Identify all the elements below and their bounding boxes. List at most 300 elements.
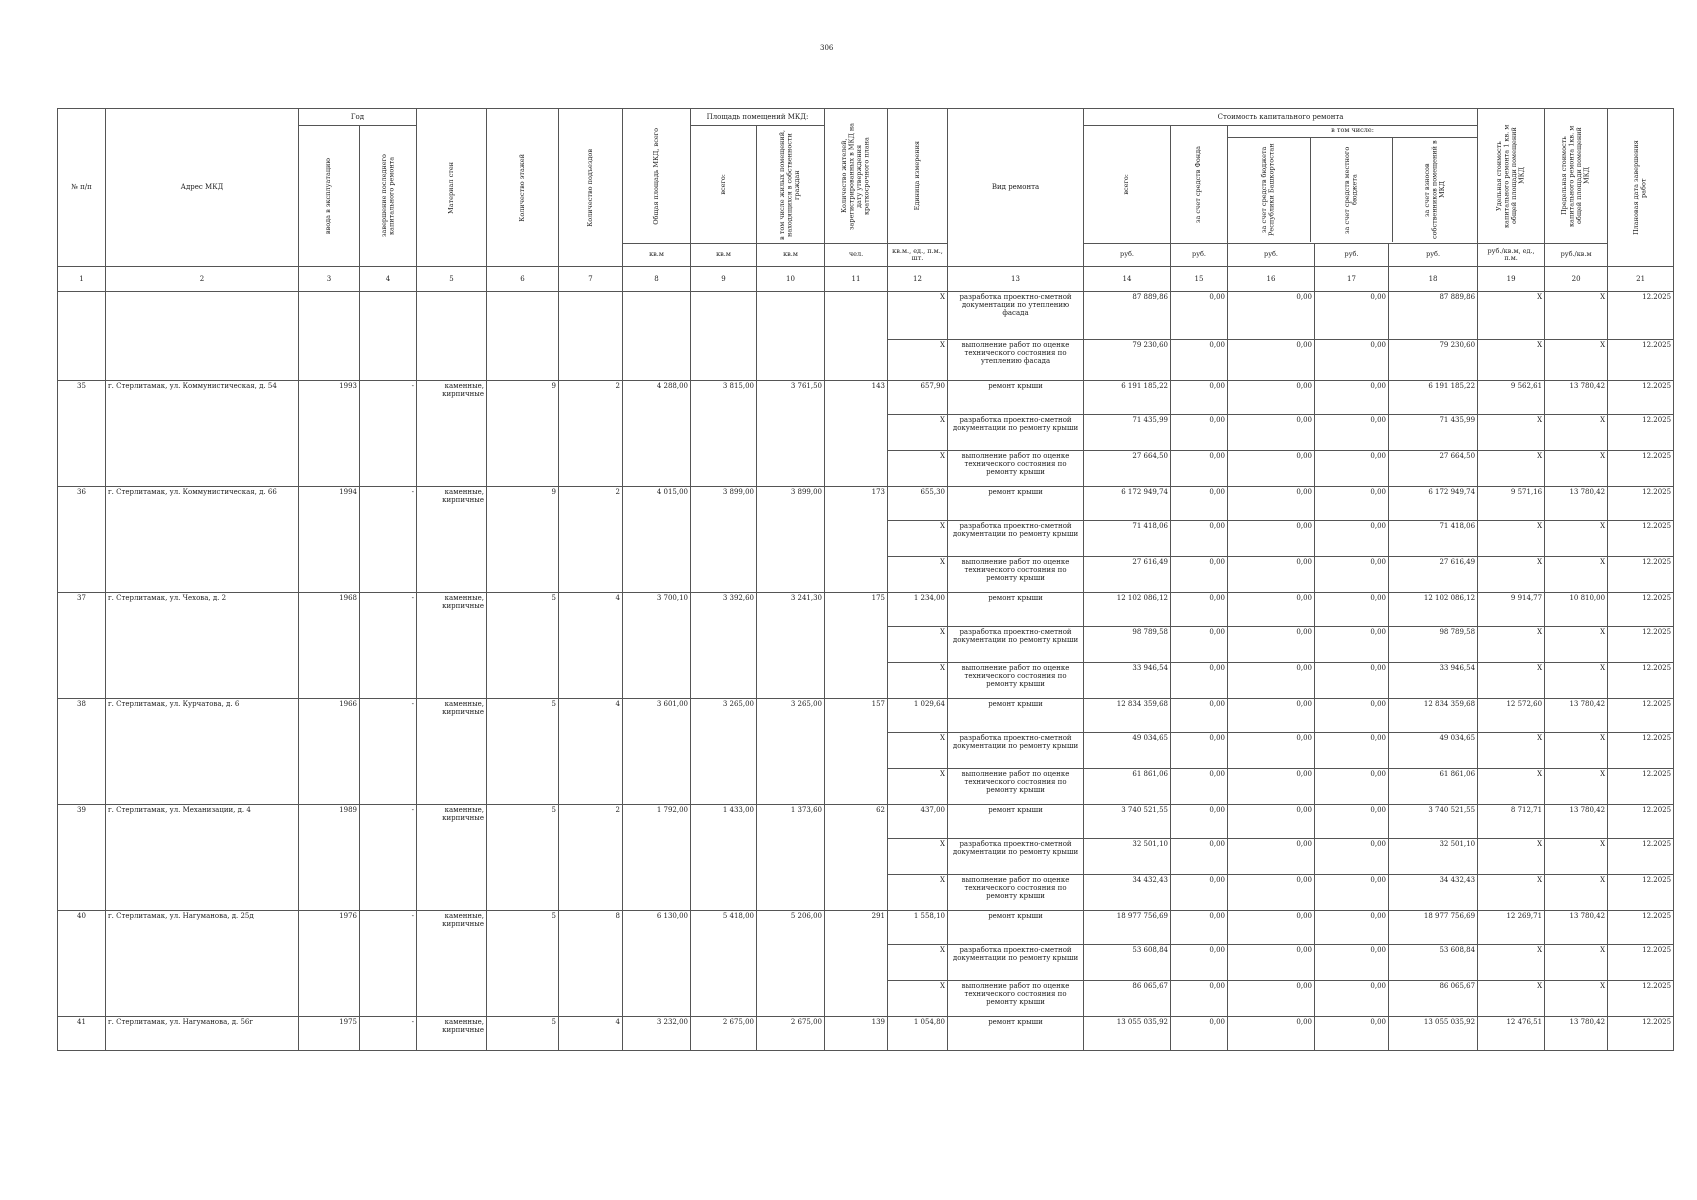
table-row xyxy=(58,699,1674,733)
cost-fund-cell: 0,00 xyxy=(1171,451,1228,487)
header-year-commission: ввода в эксплуатацию xyxy=(299,126,360,267)
max-cost-cell: X xyxy=(1545,627,1608,663)
end-date-cell: 12.2025 xyxy=(1608,875,1674,911)
header-year-group: Год xyxy=(299,109,417,126)
premises-total-cell: 1 433,00 xyxy=(691,805,757,911)
specific-cost-cell: X xyxy=(1478,875,1545,911)
empty-cell xyxy=(757,292,825,381)
cost-fund-cell: 0,00 xyxy=(1171,839,1228,875)
cost-owners-cell: 53 608,84 xyxy=(1389,945,1478,981)
cost-owners-cell: 86 065,67 xyxy=(1389,981,1478,1017)
premises-owned-cell: 5 206,00 xyxy=(757,911,825,1017)
unit-cell: X xyxy=(888,627,948,663)
repair-type-cell: ремонт крыши xyxy=(948,593,1084,627)
end-date-cell: 12.2025 xyxy=(1608,733,1674,769)
cost-total-cell: 34 432,43 xyxy=(1084,875,1171,911)
specific-cost-cell: X xyxy=(1478,557,1545,593)
cost-republic-cell: 0,00 xyxy=(1228,769,1315,805)
cost-republic-cell: 0,00 xyxy=(1228,340,1315,381)
col-number: 12 xyxy=(888,267,948,292)
premises-owned-cell: 3 761,50 xyxy=(757,381,825,487)
cost-local-cell: 0,00 xyxy=(1315,875,1389,911)
cost-fund-cell: 0,00 xyxy=(1171,521,1228,557)
unit-cell: X xyxy=(888,521,948,557)
premises-total-cell: 3 899,00 xyxy=(691,487,757,593)
cost-local-cell: 0,00 xyxy=(1315,593,1389,627)
floors-cell: 9 xyxy=(487,487,559,593)
cost-owners-cell: 27 664,50 xyxy=(1389,451,1478,487)
premises-owned-cell: 3 241,30 xyxy=(757,593,825,699)
cost-republic-cell: 0,00 xyxy=(1228,733,1315,769)
empty-cell xyxy=(360,292,417,381)
cost-republic-cell: 0,00 xyxy=(1228,292,1315,340)
cost-total-cell: 33 946,54 xyxy=(1084,663,1171,699)
table-row xyxy=(58,1017,1674,1051)
cost-total-cell: 32 501,10 xyxy=(1084,839,1171,875)
empty-cell xyxy=(299,292,360,381)
header-cost-local: за счет средств местного бюджета xyxy=(1311,138,1394,242)
wall-material-cell: каменные, кирпичные xyxy=(417,1017,487,1051)
cost-fund-cell: 0,00 xyxy=(1171,981,1228,1017)
end-date-cell: 12.2025 xyxy=(1608,627,1674,663)
col-number: 5 xyxy=(417,267,487,292)
year-last-repair-cell: - xyxy=(360,911,417,1017)
end-date-cell: 12.2025 xyxy=(1608,415,1674,451)
floors-cell: 5 xyxy=(487,1017,559,1051)
end-date-cell: 12.2025 xyxy=(1608,663,1674,699)
repair-type-cell: разработка проектно-сметной документации по утеплению фасада xyxy=(948,292,1084,340)
cost-total-cell: 86 065,67 xyxy=(1084,981,1171,1017)
specific-cost-cell: 12 572,60 xyxy=(1478,699,1545,733)
entrances-cell: 4 xyxy=(559,699,623,805)
cost-local-cell: 0,00 xyxy=(1315,451,1389,487)
cost-local-cell: 0,00 xyxy=(1315,292,1389,340)
specific-cost-cell: X xyxy=(1478,981,1545,1017)
premises-total-cell: 5 418,00 xyxy=(691,911,757,1017)
max-cost-cell: X xyxy=(1545,981,1608,1017)
entrances-cell: 8 xyxy=(559,911,623,1017)
table-body xyxy=(58,292,1674,1051)
premises-total-cell: 3 815,00 xyxy=(691,381,757,487)
header-cost-owners: за счет взносов собственников помещений в МКД xyxy=(1422,140,1446,240)
repair-type-cell: разработка проектно-сметной документации по ремонту крыши xyxy=(948,945,1084,981)
year-commission-cell: 1968 xyxy=(299,593,360,699)
cost-local-cell: 0,00 xyxy=(1315,981,1389,1017)
address-cell: г. Стерлитамак, ул. Нагуманова, д. 56г xyxy=(106,1017,299,1051)
end-date-cell: 12.2025 xyxy=(1608,521,1674,557)
unit-label: руб. xyxy=(1315,244,1389,267)
wall-material-cell: каменные, кирпичные xyxy=(417,487,487,593)
year-last-repair-cell: - xyxy=(360,487,417,593)
specific-cost-cell: X xyxy=(1478,292,1545,340)
specific-cost-cell: X xyxy=(1478,769,1545,805)
specific-cost-cell: X xyxy=(1478,839,1545,875)
col-number: 18 xyxy=(1389,267,1478,292)
header-cost-republic: за счет средств бюджета Республики Башкортостан xyxy=(1228,138,1311,242)
entrances-cell: 2 xyxy=(559,487,623,593)
end-date-cell: 12.2025 xyxy=(1608,945,1674,981)
cost-local-cell: 0,00 xyxy=(1315,699,1389,733)
premises-total-cell: 2 675,00 xyxy=(691,1017,757,1051)
max-cost-cell: X xyxy=(1545,875,1608,911)
empty-cell xyxy=(106,292,299,381)
year-last-repair-cell: - xyxy=(360,593,417,699)
specific-cost-cell: 12 476,51 xyxy=(1478,1017,1545,1051)
cost-republic-cell: 0,00 xyxy=(1228,945,1315,981)
end-date-cell: 12.2025 xyxy=(1608,839,1674,875)
floors-cell: 9 xyxy=(487,381,559,487)
unit-cell: X xyxy=(888,769,948,805)
max-cost-cell: 10 810,00 xyxy=(1545,593,1608,627)
residents-cell: 62 xyxy=(825,805,888,911)
cost-total-cell: 18 977 756,69 xyxy=(1084,911,1171,945)
table-row xyxy=(58,805,1674,839)
header-residents: Количество жителей, зарегистрированных в МКД на дату утверждения краткосрочного плана xyxy=(825,109,888,244)
cost-owners-cell: 34 432,43 xyxy=(1389,875,1478,911)
header-unit: Единица измерения xyxy=(888,109,948,244)
premises-total-cell: 3 265,00 xyxy=(691,699,757,805)
unit-cell: X xyxy=(888,415,948,451)
cost-total-cell: 61 861,06 xyxy=(1084,769,1171,805)
repair-type-cell: разработка проектно-сметной документации по ремонту крыши xyxy=(948,839,1084,875)
max-cost-cell: X xyxy=(1545,451,1608,487)
cost-republic-cell: 0,00 xyxy=(1228,805,1315,839)
unit-label: руб. xyxy=(1228,244,1315,267)
max-cost-cell: 13 780,42 xyxy=(1545,487,1608,521)
cost-local-cell: 0,00 xyxy=(1315,627,1389,663)
unit-cell: 1 234,00 xyxy=(888,593,948,627)
max-cost-cell: 13 780,42 xyxy=(1545,699,1608,733)
cost-owners-cell: 13 055 035,92 xyxy=(1389,1017,1478,1051)
cost-total-cell: 71 418,06 xyxy=(1084,521,1171,557)
unit-cell: X xyxy=(888,875,948,911)
header-cost-group: Стоимость капитального ремонта xyxy=(1084,109,1478,126)
specific-cost-cell: 9 914,77 xyxy=(1478,593,1545,627)
year-commission-cell: 1989 xyxy=(299,805,360,911)
premises-owned-cell: 1 373,60 xyxy=(757,805,825,911)
header-incl-block xyxy=(1228,126,1478,244)
col-number: 17 xyxy=(1315,267,1389,292)
end-date-cell: 12.2025 xyxy=(1608,1017,1674,1051)
end-date-cell: 12.2025 xyxy=(1608,981,1674,1017)
max-cost-cell: 13 780,42 xyxy=(1545,1017,1608,1051)
address-cell: г. Стерлитамак, ул. Коммунистическая, д. 54 xyxy=(106,381,299,487)
cost-owners-cell: 33 946,54 xyxy=(1389,663,1478,699)
repair-type-cell: выполнение работ по оценке технического состояния по ремонту крыши xyxy=(948,981,1084,1017)
max-cost-cell: X xyxy=(1545,733,1608,769)
unit-label: руб./кв.м xyxy=(1545,244,1608,267)
year-last-repair-cell: - xyxy=(360,805,417,911)
table-row xyxy=(58,381,1674,415)
repair-type-cell: разработка проектно-сметной документации по ремонту крыши xyxy=(948,627,1084,663)
row-number-cell: 37 xyxy=(58,593,106,699)
cost-owners-cell: 61 861,06 xyxy=(1389,769,1478,805)
row-number-cell: 36 xyxy=(58,487,106,593)
col-number: 16 xyxy=(1228,267,1315,292)
col-number: 20 xyxy=(1545,267,1608,292)
table-row xyxy=(58,487,1674,521)
header-cost-total: всего: xyxy=(1084,126,1171,244)
cost-republic-cell: 0,00 xyxy=(1228,981,1315,1017)
wall-material-cell: каменные, кирпичные xyxy=(417,381,487,487)
empty-cell xyxy=(623,292,691,381)
specific-cost-cell: X xyxy=(1478,451,1545,487)
cost-local-cell: 0,00 xyxy=(1315,839,1389,875)
total-area-cell: 3 232,00 xyxy=(623,1017,691,1051)
cost-local-cell: 0,00 xyxy=(1315,487,1389,521)
cost-local-cell: 0,00 xyxy=(1315,769,1389,805)
header-premises-total: всего: xyxy=(691,126,757,244)
header-floors: Количество этажей xyxy=(487,109,559,267)
header-year-last-repair: завершение последнего капитального ремонта xyxy=(360,126,417,267)
header-address: Адрес МКД xyxy=(106,109,299,267)
cost-owners-cell: 3 740 521,55 xyxy=(1389,805,1478,839)
cost-total-cell: 27 664,50 xyxy=(1084,451,1171,487)
cost-total-cell: 79 230,60 xyxy=(1084,340,1171,381)
cost-republic-cell: 0,00 xyxy=(1228,839,1315,875)
cost-owners-cell: 27 616,49 xyxy=(1389,557,1478,593)
empty-cell xyxy=(825,292,888,381)
cost-total-cell: 53 608,84 xyxy=(1084,945,1171,981)
cost-total-cell: 49 034,65 xyxy=(1084,733,1171,769)
empty-cell xyxy=(691,292,757,381)
repair-type-cell: ремонт крыши xyxy=(948,381,1084,415)
page-number: 306 xyxy=(820,44,834,52)
total-area-cell: 4 288,00 xyxy=(623,381,691,487)
header-premises-group: Площадь помещений МКД: xyxy=(691,109,825,126)
cost-owners-cell: 98 789,58 xyxy=(1389,627,1478,663)
end-date-cell: 12.2025 xyxy=(1608,381,1674,415)
entrances-cell: 2 xyxy=(559,805,623,911)
cost-fund-cell: 0,00 xyxy=(1171,945,1228,981)
col-number: 13 xyxy=(948,267,1084,292)
cost-local-cell: 0,00 xyxy=(1315,911,1389,945)
premises-total-cell: 3 392,60 xyxy=(691,593,757,699)
total-area-cell: 3 601,00 xyxy=(623,699,691,805)
empty-cell xyxy=(559,292,623,381)
cost-republic-cell: 0,00 xyxy=(1228,381,1315,415)
entrances-cell: 4 xyxy=(559,1017,623,1051)
cost-fund-cell: 0,00 xyxy=(1171,1017,1228,1051)
cost-local-cell: 0,00 xyxy=(1315,945,1389,981)
floors-cell: 5 xyxy=(487,911,559,1017)
cost-local-cell: 0,00 xyxy=(1315,381,1389,415)
cost-owners-cell: 18 977 756,69 xyxy=(1389,911,1478,945)
residents-cell: 173 xyxy=(825,487,888,593)
cost-republic-cell: 0,00 xyxy=(1228,875,1315,911)
max-cost-cell: 13 780,42 xyxy=(1545,381,1608,415)
cost-local-cell: 0,00 xyxy=(1315,557,1389,593)
floors-cell: 5 xyxy=(487,805,559,911)
cost-owners-cell: 12 102 086,12 xyxy=(1389,593,1478,627)
cost-local-cell: 0,00 xyxy=(1315,733,1389,769)
entrances-cell: 4 xyxy=(559,593,623,699)
max-cost-cell: 13 780,42 xyxy=(1545,805,1608,839)
cost-republic-cell: 0,00 xyxy=(1228,451,1315,487)
header-total-area: Общая площадь МКД, всего xyxy=(623,109,691,244)
header-wall-material: Материал стен xyxy=(417,109,487,267)
header-repair-type: Вид ремонта xyxy=(948,109,1084,267)
address-cell: г. Стерлитамак, ул. Нагуманова, д. 25д xyxy=(106,911,299,1017)
cost-republic-cell: 0,00 xyxy=(1228,593,1315,627)
empty-cell xyxy=(58,292,106,381)
col-number: 3 xyxy=(299,267,360,292)
cost-republic-cell: 0,00 xyxy=(1228,699,1315,733)
row-number-cell: 41 xyxy=(58,1017,106,1051)
max-cost-cell: X xyxy=(1545,839,1608,875)
cost-fund-cell: 0,00 xyxy=(1171,593,1228,627)
col-number: 10 xyxy=(757,267,825,292)
unit-cell: X xyxy=(888,733,948,769)
year-commission-cell: 1994 xyxy=(299,487,360,593)
repair-type-cell: разработка проектно-сметной документации по ремонту крыши xyxy=(948,415,1084,451)
cost-local-cell: 0,00 xyxy=(1315,805,1389,839)
end-date-cell: 12.2025 xyxy=(1608,805,1674,839)
repair-type-cell: ремонт крыши xyxy=(948,487,1084,521)
col-number: 9 xyxy=(691,267,757,292)
specific-cost-cell: X xyxy=(1478,521,1545,557)
cost-local-cell: 0,00 xyxy=(1315,340,1389,381)
specific-cost-cell: 9 571,16 xyxy=(1478,487,1545,521)
year-last-repair-cell: - xyxy=(360,1017,417,1051)
cost-local-cell: 0,00 xyxy=(1315,415,1389,451)
end-date-cell: 12.2025 xyxy=(1608,769,1674,805)
specific-cost-cell: X xyxy=(1478,627,1545,663)
cost-total-cell: 98 789,58 xyxy=(1084,627,1171,663)
row-number-cell: 38 xyxy=(58,699,106,805)
cost-total-cell: 3 740 521,55 xyxy=(1084,805,1171,839)
specific-cost-cell: X xyxy=(1478,945,1545,981)
year-commission-cell: 1966 xyxy=(299,699,360,805)
specific-cost-cell: X xyxy=(1478,415,1545,451)
max-cost-cell: X xyxy=(1545,340,1608,381)
header-entrances: Количество подъездов xyxy=(559,109,623,267)
max-cost-cell: X xyxy=(1545,769,1608,805)
unit-cell: X xyxy=(888,945,948,981)
unit-cell: X xyxy=(888,451,948,487)
unit-label: кв.м xyxy=(691,244,757,267)
row-number-cell: 40 xyxy=(58,911,106,1017)
max-cost-cell: X xyxy=(1545,557,1608,593)
col-number: 19 xyxy=(1478,267,1545,292)
cost-total-cell: 12 102 086,12 xyxy=(1084,593,1171,627)
table-row xyxy=(58,593,1674,627)
cost-republic-cell: 0,00 xyxy=(1228,627,1315,663)
address-cell: г. Стерлитамак, ул. Механизации, д. 4 xyxy=(106,805,299,911)
cost-owners-cell: 32 501,10 xyxy=(1389,839,1478,875)
cost-republic-cell: 0,00 xyxy=(1228,557,1315,593)
cost-republic-cell: 0,00 xyxy=(1228,663,1315,699)
unit-label: чел. xyxy=(825,244,888,267)
cost-fund-cell: 0,00 xyxy=(1171,627,1228,663)
total-area-cell: 4 015,00 xyxy=(623,487,691,593)
cost-owners-cell: 87 889,86 xyxy=(1389,292,1478,340)
col-number: 2 xyxy=(106,267,299,292)
cost-total-cell: 6 172 949,74 xyxy=(1084,487,1171,521)
residents-cell: 143 xyxy=(825,381,888,487)
unit-label: кв.м., ед., п.м., шт. xyxy=(888,244,948,267)
cost-fund-cell: 0,00 xyxy=(1171,557,1228,593)
cost-fund-cell: 0,00 xyxy=(1171,663,1228,699)
repair-type-cell: выполнение работ по оценке технического состояния по ремонту крыши xyxy=(948,557,1084,593)
max-cost-cell: X xyxy=(1545,663,1608,699)
cost-owners-cell: 79 230,60 xyxy=(1389,340,1478,381)
cost-total-cell: 13 055 035,92 xyxy=(1084,1017,1171,1051)
repair-type-cell: выполнение работ по оценке технического состояния по ремонту крыши xyxy=(948,875,1084,911)
col-number: 21 xyxy=(1608,267,1674,292)
end-date-cell: 12.2025 xyxy=(1608,593,1674,627)
end-date-cell: 12.2025 xyxy=(1608,487,1674,521)
unit-label: руб. xyxy=(1389,244,1478,267)
unit-cell: 1 558,10 xyxy=(888,911,948,945)
residents-cell: 175 xyxy=(825,593,888,699)
header-num: № п/п xyxy=(58,109,106,267)
cost-fund-cell: 0,00 xyxy=(1171,415,1228,451)
year-commission-cell: 1976 xyxy=(299,911,360,1017)
year-commission-cell: 1975 xyxy=(299,1017,360,1051)
repair-type-cell: ремонт крыши xyxy=(948,911,1084,945)
header-premises-owned: в том числе жилых помещений, находящихся в собственности граждан xyxy=(757,126,825,244)
end-date-cell: 12.2025 xyxy=(1608,557,1674,593)
header-incl: в том числе: xyxy=(1228,127,1477,138)
col-number: 1 xyxy=(58,267,106,292)
cost-fund-cell: 0,00 xyxy=(1171,381,1228,415)
header-cost-fund: за счет средств Фонда xyxy=(1171,126,1228,244)
col-number: 6 xyxy=(487,267,559,292)
cost-republic-cell: 0,00 xyxy=(1228,911,1315,945)
end-date-cell: 12.2025 xyxy=(1608,292,1674,340)
table-row xyxy=(58,292,1674,340)
empty-cell xyxy=(417,292,487,381)
col-number: 14 xyxy=(1084,267,1171,292)
cost-fund-cell: 0,00 xyxy=(1171,487,1228,521)
empty-cell xyxy=(487,292,559,381)
unit-cell: X xyxy=(888,292,948,340)
premises-owned-cell: 3 899,00 xyxy=(757,487,825,593)
cost-local-cell: 0,00 xyxy=(1315,521,1389,557)
cost-fund-cell: 0,00 xyxy=(1171,769,1228,805)
unit-cell: X xyxy=(888,839,948,875)
unit-label: кв.м xyxy=(757,244,825,267)
repair-type-cell: выполнение работ по оценке технического состояния по утеплению фасада xyxy=(948,340,1084,381)
cost-total-cell: 6 191 185,22 xyxy=(1084,381,1171,415)
end-date-cell: 12.2025 xyxy=(1608,699,1674,733)
floors-cell: 5 xyxy=(487,699,559,805)
specific-cost-cell: X xyxy=(1478,340,1545,381)
cost-republic-cell: 0,00 xyxy=(1228,415,1315,451)
repair-type-cell: ремонт крыши xyxy=(948,699,1084,733)
unit-label: руб./кв.м, ед., п.м. xyxy=(1478,244,1545,267)
repair-type-cell: ремонт крыши xyxy=(948,805,1084,839)
specific-cost-cell: 12 269,71 xyxy=(1478,911,1545,945)
cost-total-cell: 12 834 359,68 xyxy=(1084,699,1171,733)
end-date-cell: 12.2025 xyxy=(1608,911,1674,945)
unit-cell: 655,30 xyxy=(888,487,948,521)
year-last-repair-cell: - xyxy=(360,381,417,487)
cost-total-cell: 27 616,49 xyxy=(1084,557,1171,593)
unit-cell: 1 054,80 xyxy=(888,1017,948,1051)
specific-cost-cell: X xyxy=(1478,733,1545,769)
header-end-date: Плановая дата завершения работ xyxy=(1608,109,1674,267)
residents-cell: 157 xyxy=(825,699,888,805)
specific-cost-cell: 9 562,61 xyxy=(1478,381,1545,415)
unit-cell: X xyxy=(888,663,948,699)
entrances-cell: 2 xyxy=(559,381,623,487)
specific-cost-cell: X xyxy=(1478,663,1545,699)
cost-fund-cell: 0,00 xyxy=(1171,292,1228,340)
repair-type-cell: выполнение работ по оценке технического состояния по ремонту крыши xyxy=(948,663,1084,699)
end-date-cell: 12.2025 xyxy=(1608,451,1674,487)
